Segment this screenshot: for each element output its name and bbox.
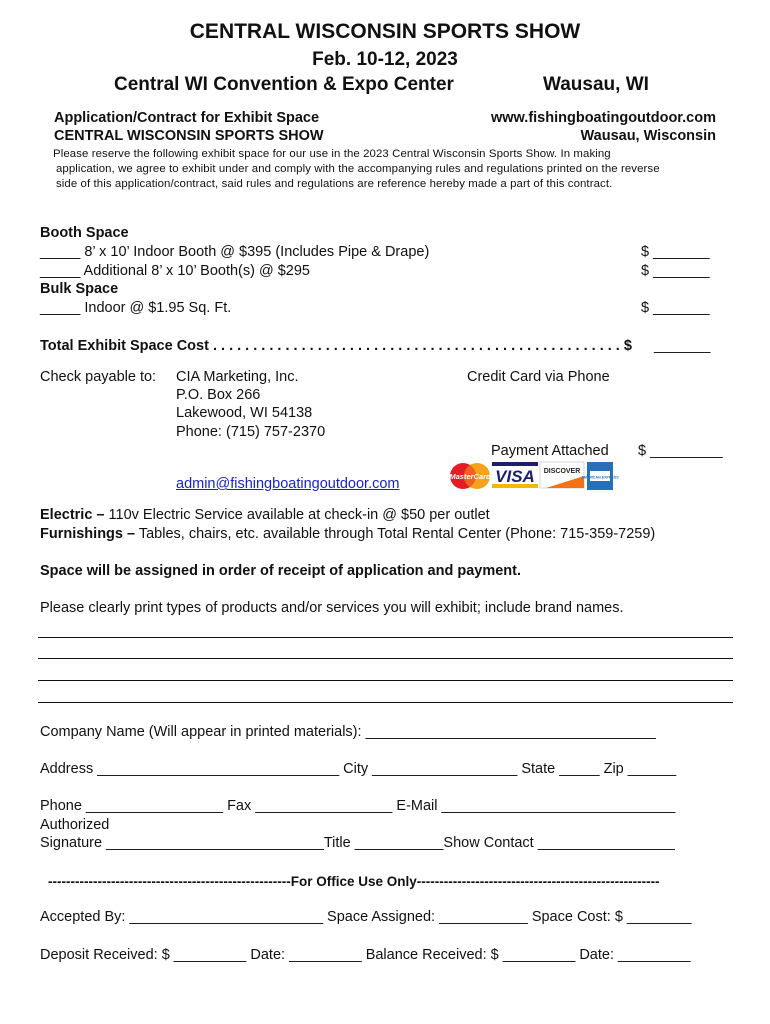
visa-text: VISA <box>495 467 535 486</box>
payee-address-1: P.O. Box 266 <box>176 387 261 403</box>
show-dates: Feb. 10-12, 2023 <box>312 49 458 70</box>
booth-amount-indoor[interactable]: $ _______ <box>641 244 710 260</box>
bulk-amount[interactable]: $ _______ <box>641 300 710 316</box>
payment-attached-label: Payment Attached <box>491 443 609 459</box>
furnishings-text: Tables, chairs, etc. available through Total Rental Center (Phone: 715-359-7259) <box>135 526 656 542</box>
furnishings-service <box>40 526 655 542</box>
signature-row[interactable]: Signature ___________________________Title ___________Show Contact _________________ <box>40 835 675 851</box>
bulk-space-heading: Bulk Space <box>40 281 119 297</box>
payment-attached-blank[interactable]: $ _________ <box>638 443 723 459</box>
company-name-field[interactable]: Company Name (Will appear in printed materials): ____________________________________ <box>40 724 656 740</box>
show-title: CENTRAL WISCONSIN SPORTS SHOW <box>189 20 581 43</box>
deposit-row[interactable]: Deposit Received: $ _________ Date: _________ Balance Received: $ _________ Date: _________ <box>40 947 691 963</box>
intro-line-1: Please reserve the following exhibit space for our use in the 2023 Central Wisconsin Sports Show. In making <box>53 148 611 160</box>
total-cost-label: Total Exhibit Space Cost . . . . . . . . . . . . . . . . . . . . . . . . . . . . . . . . . . . . . . . . . . . . . . . . . . . $ <box>40 338 632 354</box>
print-instructions: Please clearly print types of products and/or services you will exhibit; include brand names. <box>40 600 624 616</box>
amex-icon <box>581 462 619 490</box>
payee-phone: Phone: (715) 757-2370 <box>176 424 326 440</box>
mastercard-text: MasterCard <box>449 472 491 481</box>
electric-service <box>40 507 490 523</box>
contact-row[interactable]: Phone _________________ Fax _________________ E-Mail _____________________________ <box>40 798 676 814</box>
booth-option-indoor[interactable]: _____ 8’ x 10’ Indoor Booth @ $395 (Includes Pipe & Drape) <box>40 244 430 260</box>
intro-line-2: application, we agree to exhibit under and comply with the accompanying rules and regulations printed on the reverse <box>56 163 660 175</box>
show-city: Wausau, WI <box>543 74 649 95</box>
contact-email-link[interactable] <box>176 476 400 492</box>
product-line-2[interactable] <box>38 658 733 659</box>
website: www.fishingboatingoutdoor.com <box>491 110 716 126</box>
bulk-option-indoor[interactable]: _____ Indoor @ $1.95 Sq. Ft. <box>40 300 232 316</box>
payee-address-2: Lakewood, WI 54138 <box>176 405 313 421</box>
product-line-3[interactable] <box>38 680 733 681</box>
amex-text: AMERICAN EXPRESS <box>581 475 619 480</box>
total-cost-blank[interactable]: _______ <box>654 338 711 354</box>
visa-icon <box>492 462 538 488</box>
address-row[interactable]: Address ______________________________ City __________________ State _____ Zip ______ <box>40 761 677 777</box>
location: Wausau, Wisconsin <box>580 128 716 144</box>
accepted-row[interactable]: Accepted By: ________________________ Space Assigned: ___________ Space Cost: $ ________ <box>40 909 692 925</box>
credit-card-label: Credit Card via Phone <box>467 369 610 385</box>
mastercard-icon <box>447 461 493 491</box>
assignment-note: Space will be assigned in order of receipt of application and payment. <box>40 563 522 579</box>
discover-icon <box>540 462 584 488</box>
check-payable-label: Check payable to: <box>40 369 157 385</box>
show-venue: Central WI Convention & Expo Center <box>114 74 454 95</box>
booth-space-heading: Booth Space <box>40 225 129 241</box>
furnishings-label: Furnishings – <box>40 526 136 542</box>
electric-text: 110v Electric Service available at check-in @ $50 per outlet <box>104 507 490 523</box>
payee-name: CIA Marketing, Inc. <box>176 369 299 385</box>
product-line-4[interactable] <box>38 702 733 703</box>
intro-line-3: side of this application/contract, said rules and regulations are reference hereby made a part of this contract. <box>56 178 613 190</box>
electric-label: Electric – <box>40 507 105 523</box>
discover-text: DISCOVER <box>543 468 581 475</box>
application-subtitle: CENTRAL WISCONSIN SPORTS SHOW <box>54 128 324 144</box>
application-title: Application/Contract for Exhibit Space <box>54 110 320 126</box>
authorized-label: Authorized <box>40 817 110 833</box>
product-line-1[interactable] <box>38 637 733 638</box>
booth-amount-additional[interactable]: $ _______ <box>641 263 710 279</box>
office-use-divider: ------------------------------------------------------For Office Use Only------------------------------------------------------ <box>48 874 660 889</box>
booth-option-additional[interactable]: _____ Additional 8’ x 10’ Booth(s) @ $295 <box>40 263 310 279</box>
email-link-text[interactable]: admin@fishingboatingoutdoor.com <box>176 476 400 492</box>
